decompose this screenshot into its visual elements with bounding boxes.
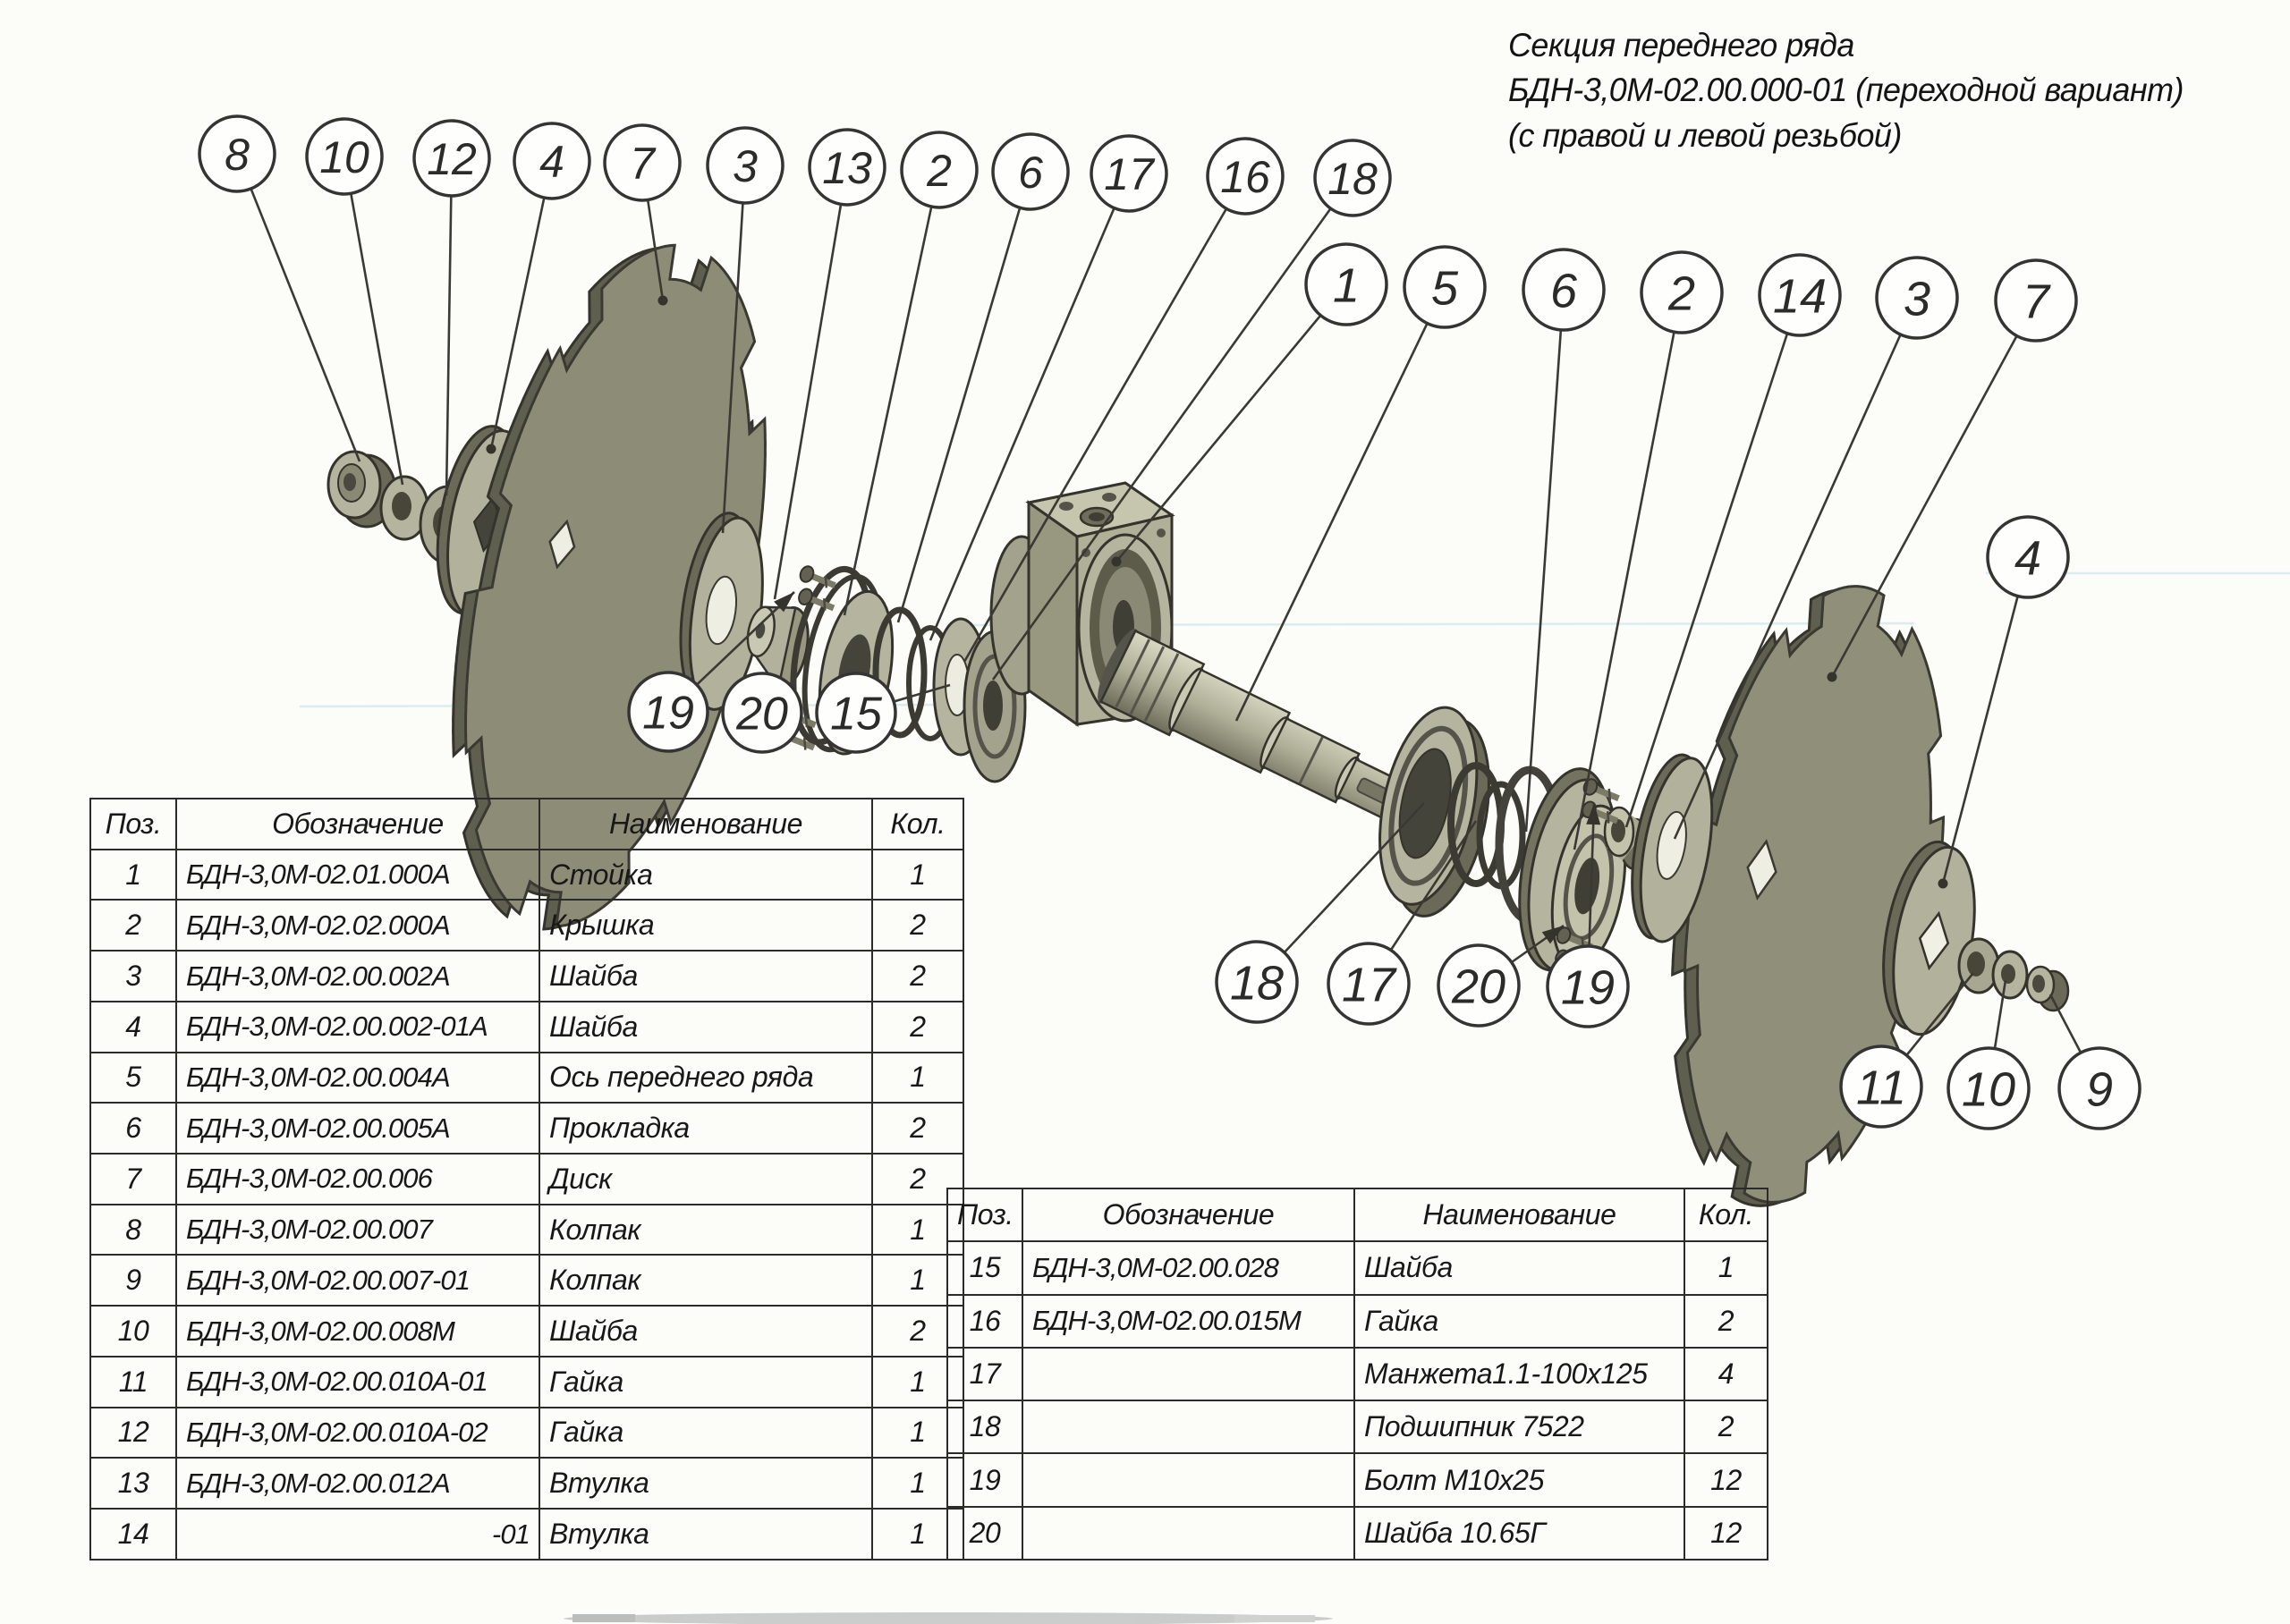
- balloon-10: [307, 119, 382, 194]
- parts-row: [90, 1357, 963, 1408]
- cell-pos: 16: [947, 1295, 1022, 1348]
- balloon-12: [414, 121, 489, 196]
- svg-text:6: 6: [1018, 148, 1043, 198]
- axle-shaft: [1090, 624, 1423, 842]
- balloon-13: [810, 130, 885, 205]
- balloon-15: [817, 673, 895, 752]
- balloon-4: [514, 123, 589, 199]
- cell-qty: 12: [1684, 1453, 1768, 1506]
- svg-text:18: 18: [1229, 956, 1285, 1011]
- cell-designation: БДН-3,0М-02.00.012А: [176, 1458, 539, 1509]
- title-line-3: (с правой и левой резьбой): [1508, 116, 1902, 154]
- cell-qty: 1: [872, 1255, 963, 1306]
- cell-pos: 13: [90, 1458, 176, 1509]
- cell-qty: 1: [872, 1458, 963, 1509]
- cell-qty: 1: [872, 1509, 963, 1560]
- balloon-20: [1438, 945, 1519, 1026]
- parts-row: [90, 1509, 963, 1560]
- parts-table-right: [946, 1188, 1767, 1561]
- header-row: [947, 1188, 1768, 1241]
- balloon-18: [1315, 140, 1390, 216]
- cell-qty: 2: [872, 1306, 963, 1357]
- col-header: Поз.: [947, 1188, 1022, 1241]
- svg-text:17: 17: [1104, 149, 1154, 199]
- balloon-18: [1217, 942, 1297, 1022]
- cell-pos: 12: [90, 1408, 176, 1459]
- cell-name: Подшипник 7522: [1354, 1400, 1684, 1453]
- cell-name: Гайка: [1354, 1295, 1684, 1348]
- cell-qty: 1: [1684, 1241, 1768, 1294]
- leader-line: [844, 170, 939, 615]
- parts-row: [947, 1507, 1768, 1560]
- cell-designation: [1022, 1453, 1354, 1506]
- cell-qty: 2: [872, 1103, 963, 1154]
- svg-text:8: 8: [225, 130, 250, 180]
- parts-row: [90, 1408, 963, 1459]
- svg-text:12: 12: [427, 134, 477, 184]
- parts-row: [90, 1205, 963, 1256]
- parts-row: [90, 1053, 963, 1104]
- cell-qty: 1: [872, 850, 963, 901]
- cell-pos: 5: [90, 1053, 176, 1104]
- svg-text:3: 3: [733, 141, 758, 191]
- col-header: Поз.: [90, 799, 176, 850]
- balloon-19: [1548, 946, 1628, 1027]
- balloon-16: [1208, 139, 1283, 214]
- cell-qty: 1: [872, 1408, 963, 1459]
- cell-designation: -01: [176, 1509, 539, 1560]
- cell-designation: БДН-3,0М-02.00.028: [1022, 1241, 1354, 1294]
- cell-qty: 4: [1684, 1348, 1768, 1400]
- cell-designation: [1022, 1400, 1354, 1453]
- svg-text:19: 19: [642, 687, 694, 740]
- cell-designation: БДН-3,0М-02.00.007: [176, 1205, 539, 1256]
- leader-dot: [1938, 879, 1948, 889]
- cell-qty: 2: [1684, 1400, 1768, 1453]
- cell-designation: БДН-3,0М-02.00.007-01: [176, 1255, 539, 1306]
- cell-qty: 1: [872, 1357, 963, 1408]
- cell-qty: 2: [872, 951, 963, 1002]
- cell-pos: 9: [90, 1255, 176, 1306]
- balloon-20: [723, 673, 802, 752]
- cell-pos: 10: [90, 1306, 176, 1357]
- leader-dot: [658, 296, 668, 306]
- cell-pos: 14: [90, 1509, 176, 1560]
- leader-dot: [1112, 557, 1122, 567]
- cell-name: Втулка: [539, 1458, 872, 1509]
- bearing-18: [1361, 698, 1506, 925]
- balloon-19: [629, 672, 708, 751]
- cell-name: Шайба 10.65Г: [1354, 1507, 1684, 1560]
- balloon-7: [605, 125, 680, 200]
- balloon-7: [1996, 260, 2076, 341]
- svg-text:18: 18: [1327, 154, 1378, 204]
- cell-pos: 2: [90, 900, 176, 951]
- cell-qty: 12: [1684, 1507, 1768, 1560]
- cell-designation: БДН-3,0М-02.00.008М: [176, 1306, 539, 1357]
- cell-qty: 1: [872, 1053, 963, 1104]
- cell-name: Болт М10х25: [1354, 1453, 1684, 1506]
- cell-name: Колпак: [539, 1205, 872, 1256]
- balloon-17: [1328, 943, 1409, 1024]
- leader-line: [1832, 300, 2036, 677]
- svg-text:2: 2: [1667, 266, 1696, 321]
- leader-dot: [1828, 672, 1837, 682]
- washer-10-right: [1993, 952, 2027, 998]
- svg-text:7: 7: [630, 139, 655, 189]
- cell-designation: БДН-3,0М-02.00.005А: [176, 1103, 539, 1154]
- col-header: Наименование: [539, 799, 872, 850]
- cell-qty: 2: [1684, 1295, 1768, 1348]
- svg-text:9: 9: [2085, 1062, 2114, 1117]
- svg-text:3: 3: [1903, 272, 1931, 326]
- balloon-4: [1988, 517, 2068, 597]
- balloon-3: [1877, 258, 1957, 338]
- parts-row: [947, 1453, 1768, 1506]
- parts-row: [90, 1306, 963, 1357]
- cell-pos: 17: [947, 1348, 1022, 1400]
- balloon-9: [2059, 1048, 2140, 1129]
- cap-9: [2027, 967, 2068, 1011]
- cell-pos: 3: [90, 951, 176, 1002]
- cell-designation: БДН-3,0М-02.00.006: [176, 1154, 539, 1205]
- parts-row: [90, 1154, 963, 1205]
- title-line-1: Секция переднего ряда: [1508, 27, 1854, 63]
- cell-name: Манжета1.1-100х125: [1354, 1348, 1684, 1400]
- cell-name: Втулка: [539, 1509, 872, 1560]
- balloon-10: [1948, 1048, 2029, 1129]
- cell-qty: 2: [872, 900, 963, 951]
- cell-designation: БДН-3,0М-02.00.010А-02: [176, 1408, 539, 1459]
- leader-line: [237, 154, 360, 461]
- cell-name: Гайка: [539, 1408, 872, 1459]
- parts-row: [90, 900, 963, 951]
- balloon-14: [1760, 255, 1840, 335]
- cell-name: Стойка: [539, 850, 872, 901]
- col-header: Обозначение: [1022, 1188, 1354, 1241]
- parts-row: [90, 1002, 963, 1053]
- cell-name: Ось переднего ряда: [539, 1053, 872, 1104]
- cell-pos: 18: [947, 1400, 1022, 1453]
- balloon-8: [199, 116, 275, 191]
- cell-designation: БДН-3,0М-02.01.000А: [176, 850, 539, 901]
- scan-smudge: [564, 1612, 1333, 1624]
- cell-qty: 1: [872, 1205, 963, 1256]
- svg-text:4: 4: [2014, 531, 2042, 586]
- parts-row: [90, 1103, 963, 1154]
- svg-text:19: 19: [1560, 960, 1616, 1015]
- balloon-5: [1404, 247, 1485, 327]
- cell-pos: 11: [90, 1357, 176, 1408]
- cell-pos: 1: [90, 850, 176, 901]
- cell-designation: БДН-3,0М-02.02.000А: [176, 900, 539, 951]
- parts-row: [90, 1255, 963, 1306]
- col-header: Кол.: [1684, 1188, 1768, 1241]
- cell-pos: 19: [947, 1453, 1022, 1506]
- col-header: Кол.: [872, 799, 963, 850]
- leader-line: [1116, 284, 1346, 562]
- svg-text:6: 6: [1549, 264, 1578, 318]
- leader-dot: [487, 444, 496, 454]
- parts-table-left: [89, 798, 963, 1561]
- header-row: [90, 799, 963, 850]
- cell-name: Шайба: [539, 1306, 872, 1357]
- balloon-3: [708, 128, 783, 203]
- leader-line: [344, 156, 403, 485]
- leader-line: [1236, 287, 1445, 721]
- cell-designation: БДН-3,0М-02.00.015М: [1022, 1295, 1354, 1348]
- leader-line: [1943, 557, 2028, 884]
- parts-row: [947, 1348, 1768, 1400]
- cell-pos: 15: [947, 1241, 1022, 1294]
- cell-designation: БДН-3,0М-02.00.002А: [176, 951, 539, 1002]
- svg-text:4: 4: [539, 137, 564, 187]
- svg-text:7: 7: [2022, 275, 2050, 329]
- svg-text:13: 13: [822, 143, 872, 193]
- balloon-17: [1091, 136, 1166, 211]
- cell-designation: БДН-3,0М-02.00.002-01А: [176, 1002, 539, 1053]
- cell-name: Крышка: [539, 900, 872, 951]
- svg-text:15: 15: [830, 688, 882, 740]
- cell-name: Шайба: [539, 951, 872, 1002]
- svg-text:20: 20: [736, 688, 788, 740]
- leader-line: [446, 158, 452, 495]
- svg-text:10: 10: [319, 132, 369, 182]
- svg-text:5: 5: [1430, 261, 1459, 316]
- balloon-11: [1841, 1046, 1921, 1127]
- cell-name: Шайба: [539, 1002, 872, 1053]
- svg-text:17: 17: [1341, 958, 1396, 1012]
- cell-name: Прокладка: [539, 1103, 872, 1154]
- cell-pos: 7: [90, 1154, 176, 1205]
- parts-row: [90, 951, 963, 1002]
- balloon-1: [1306, 244, 1387, 325]
- cell-name: Гайка: [539, 1357, 872, 1408]
- cell-designation: [1022, 1507, 1354, 1560]
- cell-name: Шайба: [1354, 1241, 1684, 1294]
- cell-pos: 8: [90, 1205, 176, 1256]
- balloon-2: [902, 132, 977, 207]
- parts-row: [947, 1241, 1768, 1294]
- parts-row: [947, 1400, 1768, 1453]
- balloon-2: [1641, 252, 1722, 333]
- col-header: Наименование: [1354, 1188, 1684, 1241]
- title-line-2: БДН-3,0М-02.00.000-01 (переходной вариант): [1508, 72, 2184, 109]
- col-header: Обозначение: [176, 799, 539, 850]
- balloon-6: [993, 134, 1068, 209]
- cell-name: Колпак: [539, 1255, 872, 1306]
- svg-text:20: 20: [1451, 960, 1506, 1014]
- parts-row: [90, 850, 963, 901]
- cell-qty: 2: [872, 1002, 963, 1053]
- cell-designation: БДН-3,0М-02.00.010А-01: [176, 1357, 539, 1408]
- leader-line: [775, 167, 847, 599]
- cell-designation: [1022, 1348, 1354, 1400]
- cell-name: Диск: [539, 1154, 872, 1205]
- svg-text:11: 11: [1855, 1061, 1907, 1115]
- cell-qty: 2: [872, 1154, 963, 1205]
- cell-pos: 20: [947, 1507, 1022, 1560]
- parts-row: [947, 1295, 1768, 1348]
- parts-row: [90, 1458, 963, 1509]
- svg-text:16: 16: [1220, 152, 1270, 202]
- cell-pos: 6: [90, 1103, 176, 1154]
- svg-text:14: 14: [1772, 269, 1828, 324]
- leader-line: [1526, 290, 1564, 832]
- svg-text:2: 2: [927, 146, 952, 196]
- cell-pos: 4: [90, 1002, 176, 1053]
- svg-text:1: 1: [1332, 258, 1361, 313]
- cell-designation: БДН-3,0М-02.00.004А: [176, 1053, 539, 1104]
- drawing-title: [1508, 23, 2272, 158]
- balloon-6: [1523, 250, 1604, 330]
- svg-text:10: 10: [1961, 1062, 2016, 1117]
